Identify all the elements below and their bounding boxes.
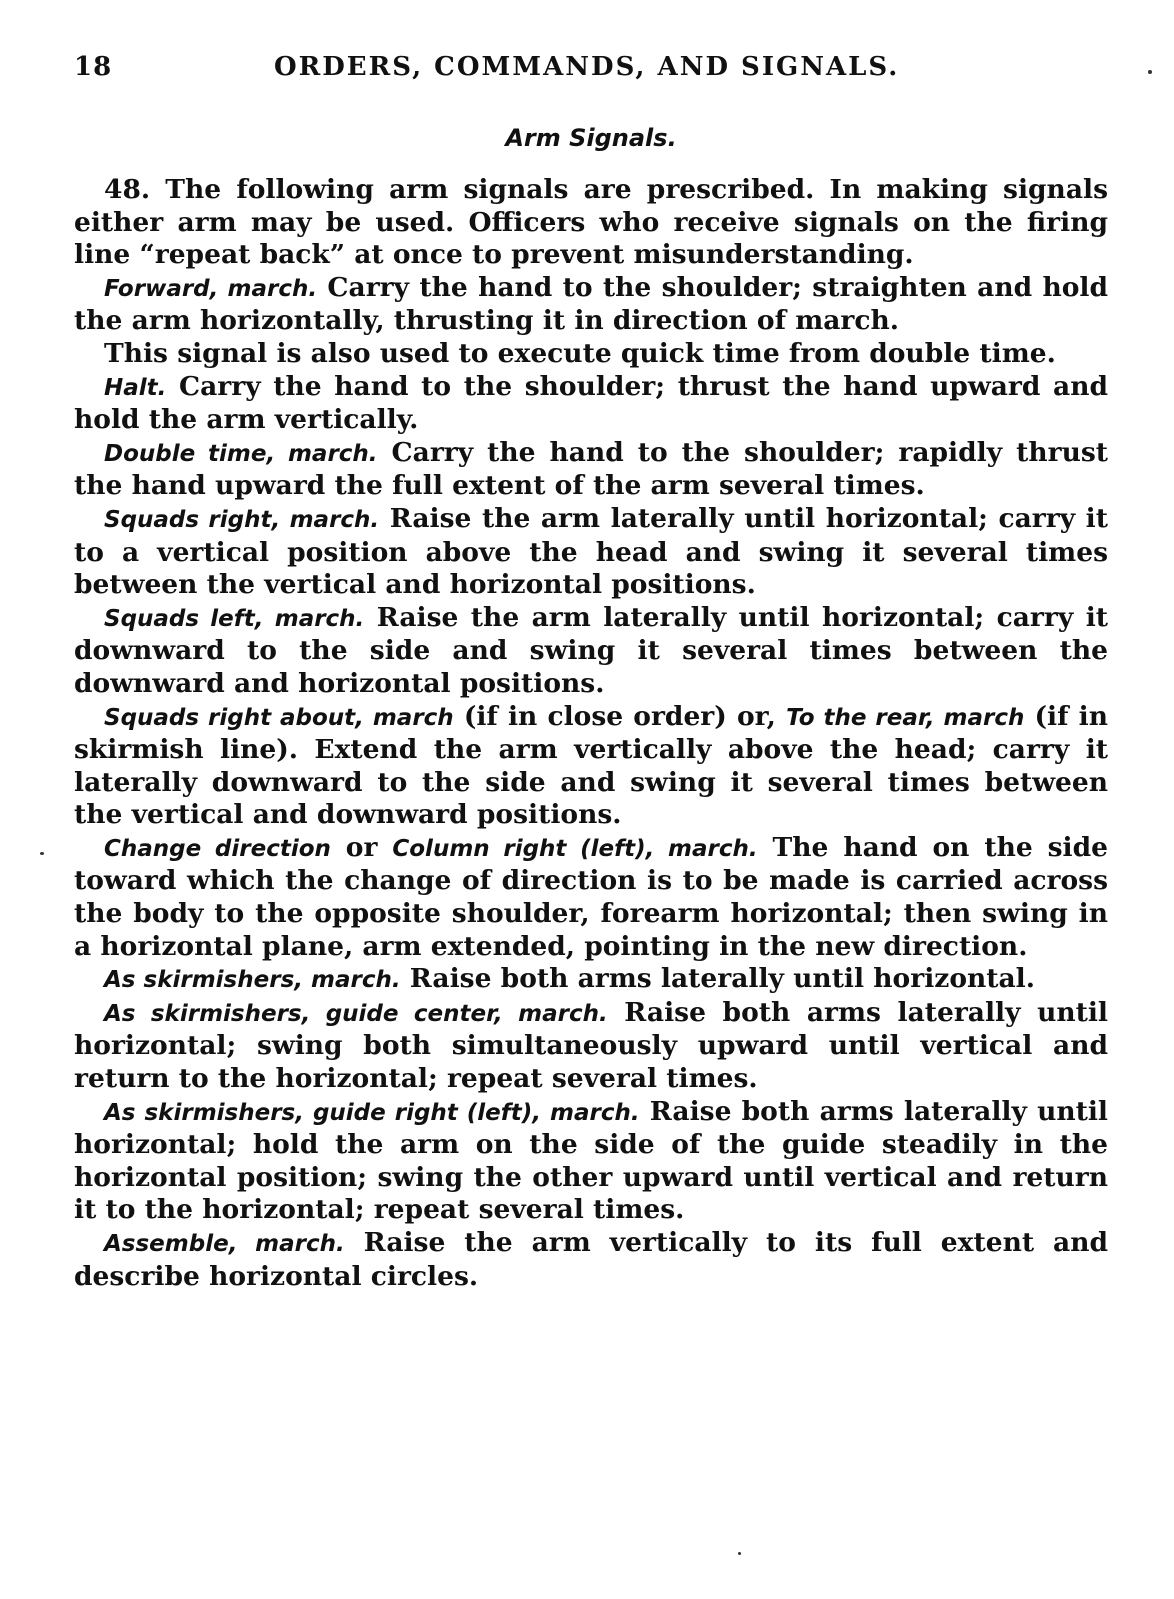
paragraph-squads-right xyxy=(74,503,1108,602)
scan-speck xyxy=(738,1552,741,1555)
paragraph-text: Raise both arms laterally until horizontal; swing both simultaneously upward until vertical and return to the horizontal; repeat several times. xyxy=(74,996,1108,1095)
paragraph-text: (if in close order) or, xyxy=(453,700,787,732)
command-term: As skirmishers, march. xyxy=(104,967,401,994)
command-term: As skirmishers, guide right (left), march. xyxy=(104,1099,640,1126)
paragraph-as-skirmishers xyxy=(74,963,1108,997)
paragraph-double-time xyxy=(74,437,1108,503)
command-term: Forward, march. xyxy=(104,275,318,302)
paragraph-text: Raise both arms laterally until horizontal. xyxy=(400,963,1035,995)
paragraph-change-direction xyxy=(74,832,1108,963)
paragraph-text: Raise the arm vertically to its full extent and describe horizontal circles. xyxy=(74,1227,1108,1292)
paragraph-text: This signal is also used to execute quick time from double time. xyxy=(104,337,1056,369)
section-heading: Arm Signals. xyxy=(505,124,677,152)
page-number: 18 xyxy=(74,52,113,82)
paragraph-assemble xyxy=(74,1227,1108,1293)
paragraph-text: or xyxy=(330,831,393,863)
command-term: Squads right, march. xyxy=(104,506,380,533)
paragraph-text: Raise the arm laterally until horizontal; carry it to a vertical position above the head and swing it several times between the vertical and horizontal positions. xyxy=(74,502,1108,601)
paragraph-number: 48. xyxy=(104,174,151,205)
paragraph-text: (if in skirmish line). Extend the arm vertically above the head; carry it laterally downward to the side and swing it several times between the vertical and downward positions. xyxy=(74,700,1109,831)
command-term: Squads left, march. xyxy=(104,605,365,632)
paragraph-text: Carry the hand to the shoulder; rapidly thrust the hand upward the full extent of the arm several times. xyxy=(74,436,1108,502)
paragraph-guide-right-left xyxy=(74,1096,1108,1227)
paragraph-text: Carry the hand to the shoulder; straighten and hold the arm horizontally, thrusting it in direction of march. xyxy=(74,271,1109,337)
scan-speck xyxy=(40,852,44,855)
paragraph-text: Raise both arms laterally until horizontal; hold the arm on the side of the guide steadily in the horizontal position; swing the other upward until vertical and return it to the horizontal; repeat several times. xyxy=(74,1095,1108,1226)
paragraph-squads-left xyxy=(74,602,1108,701)
command-term: Assemble, march. xyxy=(104,1231,345,1257)
body-text xyxy=(74,174,1108,1293)
paragraph-forward-march xyxy=(74,272,1108,338)
paragraph-text: The following arm signals are prescribed. In making signals either arm may be used. Officers who receive signals on the firing line “repeat back” at once to prevent misunderstanding. xyxy=(74,174,1108,271)
command-term: Column right (left), march. xyxy=(392,835,758,862)
scan-speck xyxy=(1148,70,1152,74)
paragraph-48 xyxy=(74,174,1108,272)
running-title: ORDERS, COMMANDS, AND SIGNALS. xyxy=(274,52,900,82)
command-term: Change direction xyxy=(104,835,331,862)
paragraph-text: The hand on the side toward which the change of direction is to be made is carried across the body to the opposite shoulder, forearm horizontal; then swing in a horizontal plane, arm extended, pointing in the new direction. xyxy=(74,831,1108,962)
paragraph-text: Raise the arm laterally until horizontal; carry it downward to the side and swing it several times between the downward and horizontal positions. xyxy=(74,601,1108,699)
command-term: Double time, march. xyxy=(104,440,378,467)
paragraph-squads-right-about xyxy=(74,701,1108,832)
paragraph-halt xyxy=(74,371,1108,437)
command-term: Squads right about, march xyxy=(104,704,454,731)
command-term: As skirmishers, guide center, march. xyxy=(104,1000,608,1027)
paragraph-text: Carry the hand to the shoulder; thrust the hand upward and hold the arm vertically. xyxy=(74,370,1108,436)
running-head xyxy=(74,52,1108,96)
paragraph-quick-time-note xyxy=(74,338,1108,371)
command-term: To the rear, march xyxy=(786,704,1025,731)
paragraph-guide-center xyxy=(74,997,1108,1096)
command-term: Halt. xyxy=(104,374,167,401)
